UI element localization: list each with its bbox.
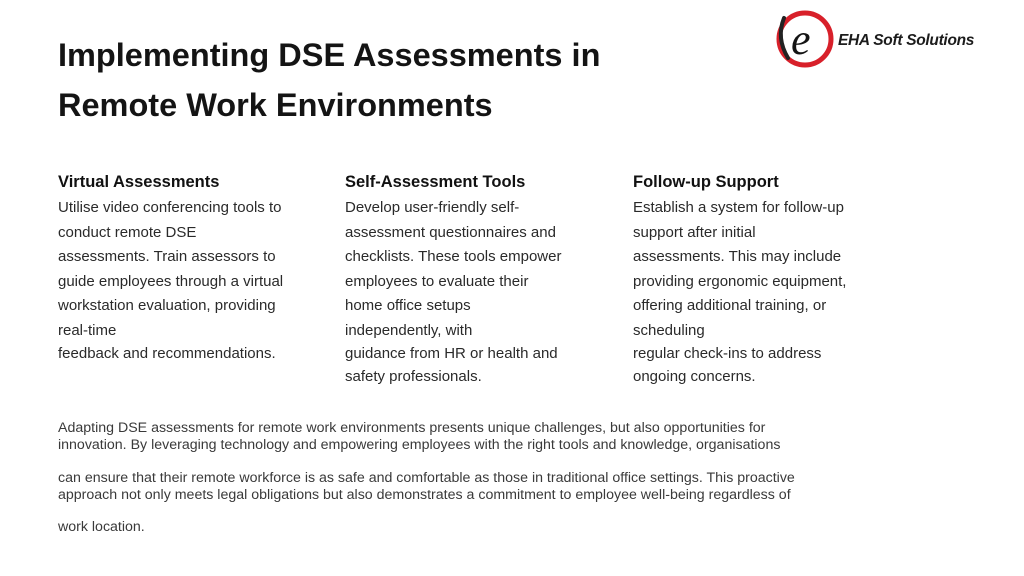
- summary-line: approach not only meets legal obligations but also demonstrates a commitment to employee well-being regardless of: [58, 486, 791, 503]
- column-text-line: assessments. This may include: [633, 248, 842, 266]
- page-title: [58, 30, 738, 130]
- logo-mark-letter: e: [791, 15, 811, 64]
- column-heading: Follow-up Support: [633, 173, 779, 191]
- column-text-line: support after initial: [633, 223, 756, 241]
- title-line-2: Remote Work Environments: [58, 87, 493, 123]
- eha-logo-icon: [772, 8, 834, 70]
- column-follow-up-support: [633, 170, 903, 390]
- column-text-line: real-time: [58, 321, 117, 339]
- column-text-line: ongoing concerns.: [633, 367, 756, 385]
- title-line-1: Implementing DSE Assessments in: [58, 37, 601, 73]
- column-text-line: Utilise video conferencing tools to: [58, 199, 282, 216]
- summary-line: innovation. By leveraging technology and empowering employees with the right tools and knowledge, organisations: [58, 436, 781, 453]
- column-self-assessment-tools: [345, 170, 615, 390]
- column-text-line: scheduling: [633, 321, 705, 339]
- logo-text: EHA Soft Solutions: [838, 32, 975, 49]
- column-text-line: independently, with: [345, 321, 473, 339]
- column-text-line: conduct remote DSE: [58, 223, 197, 241]
- column-text-line: workstation evaluation, providing: [58, 297, 276, 315]
- column-text-line: employees to evaluate their: [345, 272, 529, 290]
- summary-paragraph-1: [58, 420, 958, 453]
- column-text-line: guide employees through a virtual: [58, 272, 284, 290]
- company-logo: [772, 8, 1017, 70]
- column-text-line: checklists. These tools empower: [345, 248, 562, 266]
- column-heading: Virtual Assessments: [58, 173, 220, 191]
- column-text-line: home office setups: [345, 297, 471, 315]
- column-heading: Self-Assessment Tools: [345, 173, 526, 191]
- column-text-line: safety professionals.: [345, 367, 482, 385]
- column-text-line: assessments. Train assessors to: [58, 248, 276, 266]
- column-text-line: Develop user-friendly self-: [345, 199, 520, 216]
- column-text-line: Establish a system for follow-up: [633, 199, 844, 216]
- column-text-line: guidance from HR or health and: [345, 344, 558, 362]
- summary-paragraph-3: work location.: [58, 519, 145, 535]
- summary-line: can ensure that their remote workforce is as safe and comfortable as those in traditional office settings. This proactive: [58, 470, 795, 486]
- summary-paragraph-2: [58, 470, 958, 503]
- column-text-line: assessment questionnaires and: [345, 223, 556, 241]
- column-text-line: regular check-ins to address: [633, 344, 822, 362]
- summary-line: Adapting DSE assessments for remote work environments presents unique challenges, but also opportunities for: [58, 420, 766, 436]
- column-virtual-assessments: [58, 170, 328, 365]
- column-text-line: providing ergonomic equipment,: [633, 272, 847, 290]
- column-text-line: offering additional training, or: [633, 297, 827, 315]
- column-text-line: feedback and recommendations.: [58, 344, 276, 362]
